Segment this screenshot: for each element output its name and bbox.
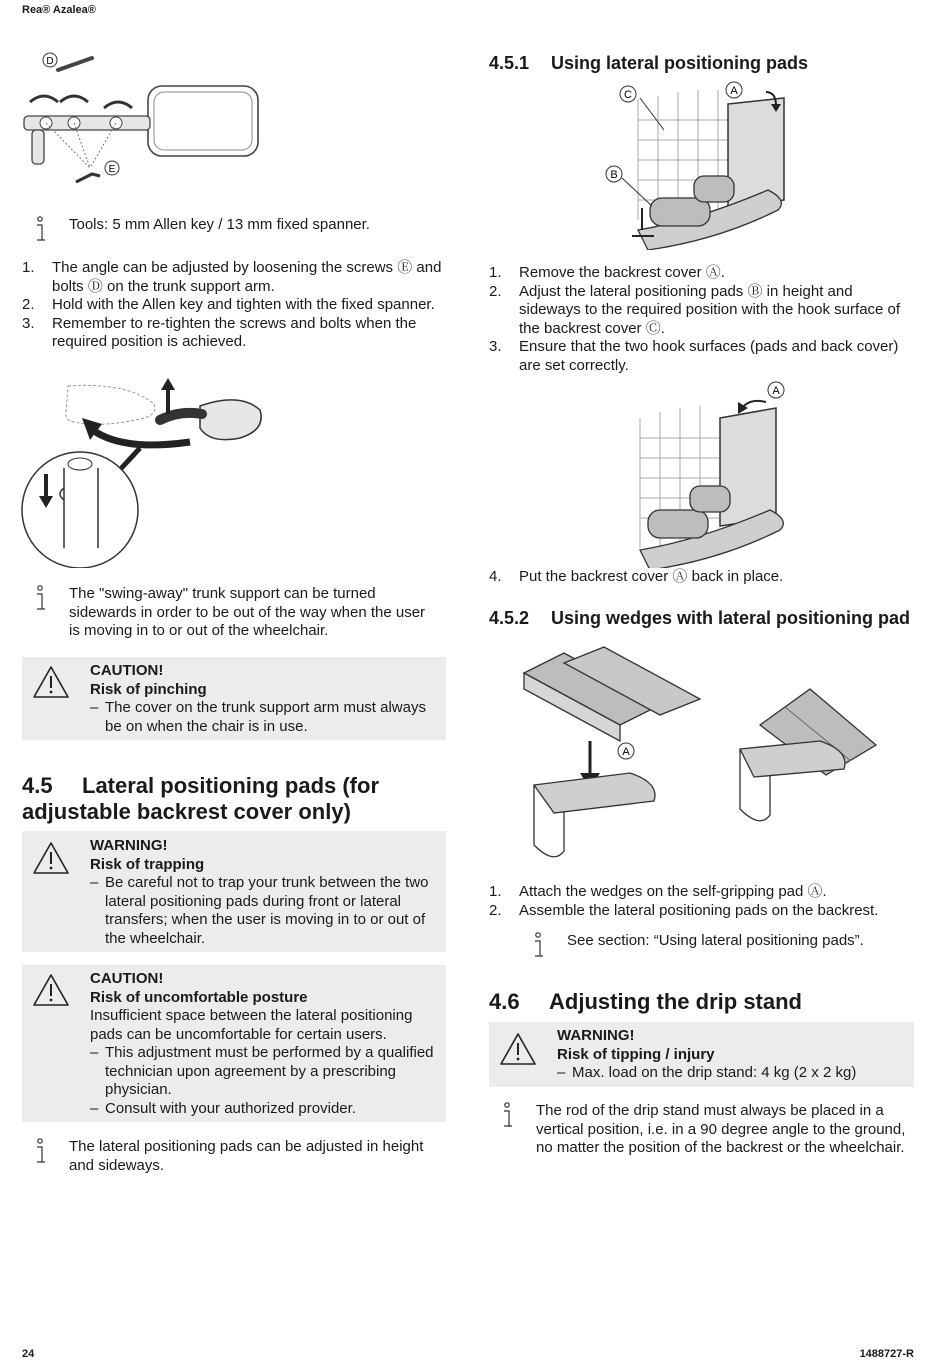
- angle-adjust-steps: [22, 259, 442, 352]
- caution-posture-box: [22, 965, 446, 1122]
- list-item: – Max. load on the drip stand: 4 kg (2 x 2 kg): [557, 1064, 904, 1083]
- trunk-support-adjust-illustration: [20, 50, 270, 190]
- wedges-steps: [489, 883, 914, 920]
- lateral-pads-steps: [489, 264, 914, 375]
- section-4-5-1-heading: 4.5.1 Using lateral positioning pads: [489, 53, 809, 73]
- warning-title: WARNING!: [90, 837, 168, 854]
- svg-text:A: A: [772, 385, 780, 397]
- lateral-pads-step-4: [489, 568, 914, 587]
- info-icon: [532, 932, 552, 960]
- list-item: 2. Assemble the lateral positioning pads on the backrest.: [489, 901, 879, 919]
- warning-triangle-icon: [32, 841, 70, 875]
- list-item: – Be careful not to trap your trunk between the two lateral positioning pads during front or lateral transfers; when the user is moving in to or out of the wheelchair.: [90, 874, 436, 948]
- svg-text:D: D: [46, 56, 54, 67]
- svg-text:A: A: [622, 746, 630, 758]
- document-code: 1488727-R: [859, 1348, 914, 1360]
- page-header: Rea® Azalea®: [22, 4, 96, 16]
- list-item: 1. Remove the backrest cover Ⓐ.: [489, 264, 725, 281]
- section-4-5-heading: 4.5 Lateral positioning pads (for adjustable backrest cover only): [22, 773, 380, 824]
- swing-away-illustration: [20, 378, 270, 568]
- svg-text:C: C: [624, 89, 632, 101]
- warning-triangle-icon: [499, 1032, 537, 1066]
- wedges-illustration: [520, 645, 890, 865]
- svg-text:B: B: [610, 169, 618, 181]
- info-icon: [501, 1102, 521, 1130]
- info-icon: [34, 585, 54, 613]
- caution-title: CAUTION!: [90, 970, 164, 987]
- section-4-6-heading: 4.6 Adjusting the drip stand: [489, 989, 802, 1014]
- warning-triangle-icon: [32, 973, 70, 1007]
- info-icon: [34, 1138, 54, 1166]
- warning-triangle-icon: [32, 665, 70, 699]
- svg-text:A: A: [730, 85, 738, 97]
- lateral-pads-illustration: [598, 80, 818, 250]
- list-item: 2. Hold with the Allen key and tighten with the fixed spanner.: [22, 296, 435, 313]
- list-item: 4. Put the backrest cover Ⓐ back in place.: [489, 568, 784, 585]
- page-number: 24: [22, 1348, 35, 1360]
- list-item: 2. Adjust the lateral positioning pads Ⓑ in height and sideways to the required position with the hook surface of the backrest cover Ⓒ.: [489, 282, 901, 337]
- list-item: 1. Attach the wedges on the self-gripping pad Ⓐ.: [489, 883, 827, 900]
- list-item: – Consult with your authorized provider.: [90, 1100, 436, 1119]
- caution-pinching-box: [22, 657, 446, 740]
- backrest-cover-illustration: [630, 378, 810, 568]
- caution-title: CAUTION!: [90, 662, 164, 679]
- list-item: – This adjustment must be performed by a qualified technician upon agreement by a prescribing physician.: [90, 1044, 436, 1100]
- warning-trapping-box: [22, 831, 446, 952]
- list-item: 1. The angle can be adjusted by loosening the screws Ⓔ and bolts Ⓓ on the trunk support arm.: [22, 259, 442, 295]
- list-item: 3. Ensure that the two hook surfaces (pads and back cover) are set correctly.: [489, 338, 899, 374]
- caution-subtitle: Risk of pinching: [90, 680, 207, 698]
- caution-body: Insufficient space between the lateral positioning pads can be uncomfortable for certain users.: [90, 1007, 413, 1043]
- list-item: – The cover on the trunk support arm must always be on when the chair is in use.: [90, 699, 436, 736]
- section-4-5-2-heading: 4.5.2 Using wedges with lateral positioning pad: [489, 608, 911, 628]
- svg-text:E: E: [108, 164, 116, 175]
- caution-subtitle: Risk of uncomfortable posture: [90, 988, 308, 1006]
- info-icon: [34, 216, 54, 244]
- warning-subtitle: Risk of trapping: [90, 855, 205, 873]
- list-item: 3. Remember to re-tighten the screws and bolts when the required position is achieved.: [22, 314, 417, 350]
- warning-title: WARNING!: [557, 1027, 635, 1044]
- warning-subtitle: Risk of tipping / injury: [557, 1045, 715, 1063]
- warning-tipping-box: [489, 1022, 914, 1087]
